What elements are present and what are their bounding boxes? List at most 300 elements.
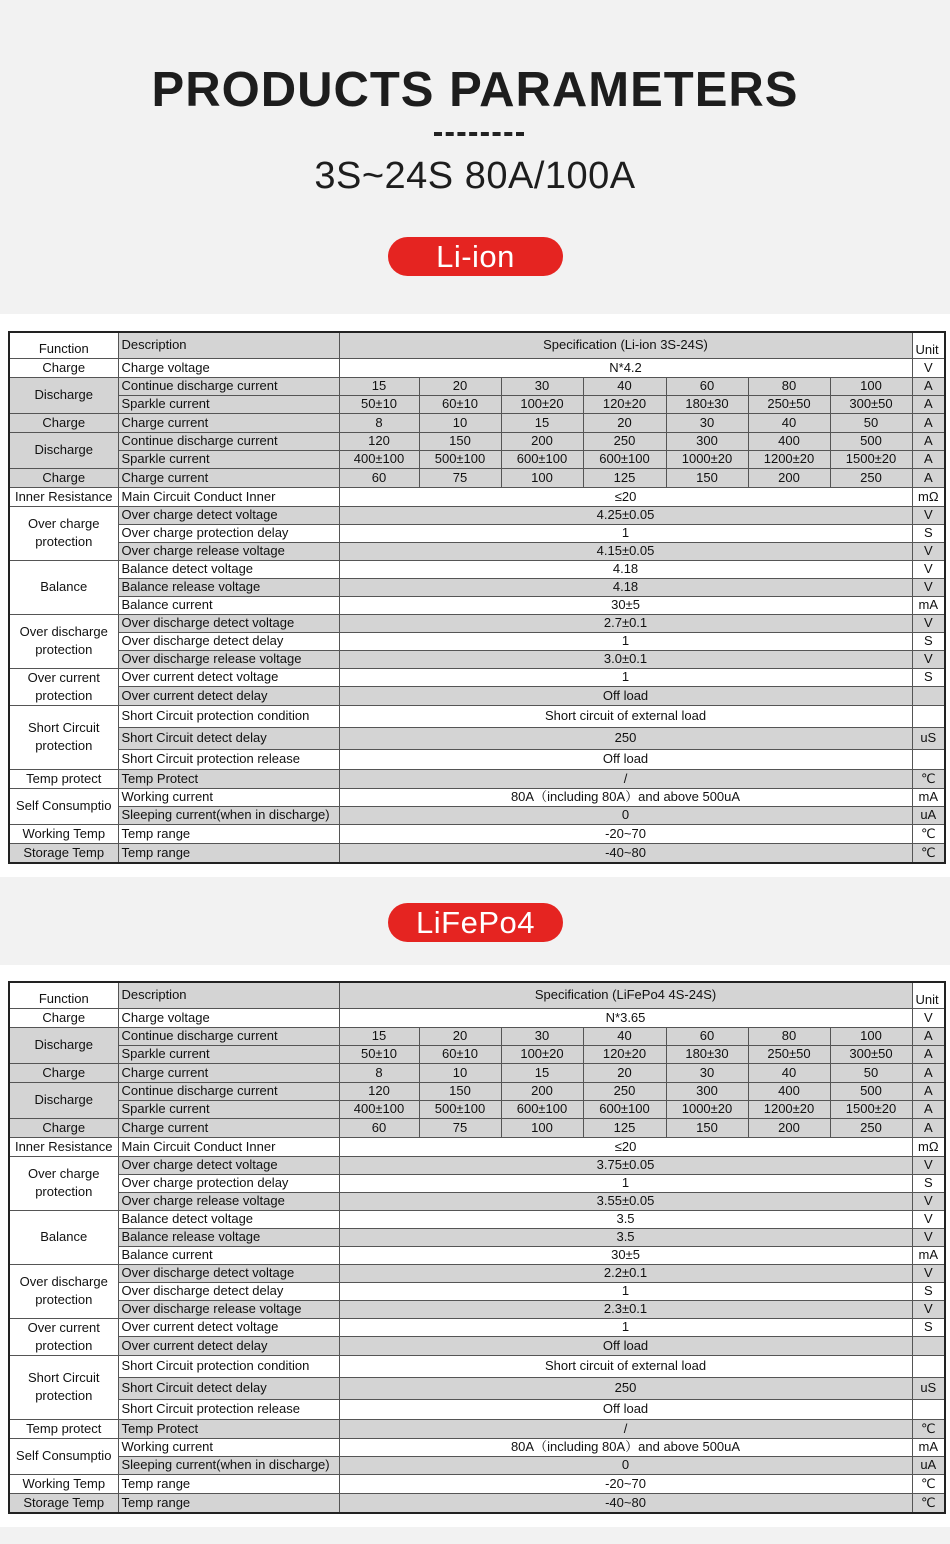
spec-cell: -20~70 xyxy=(339,824,912,843)
spec-cell: 250 xyxy=(583,432,666,450)
function-label: Short Circuit protection xyxy=(9,705,118,769)
spec-cell: A xyxy=(912,468,945,487)
spec-cell: 250 xyxy=(339,1377,912,1399)
spec-cell: 1 xyxy=(339,668,912,687)
spec-cell: 60 xyxy=(339,1118,419,1137)
spec-cell: 50±10 xyxy=(339,1045,419,1063)
table-row xyxy=(9,806,945,824)
spec-cell: -20~70 xyxy=(339,1474,912,1493)
spec-cell: 75 xyxy=(419,468,501,487)
spec-cell: Short Circuit protection release xyxy=(118,749,339,769)
spec-cell: Short circuit of external load xyxy=(339,1355,912,1377)
table-row xyxy=(9,687,945,706)
table-row xyxy=(9,1100,945,1118)
spec-cell: 125 xyxy=(583,1118,666,1137)
spec-cell: Temp Protect xyxy=(118,769,339,788)
spec-cell: 1 xyxy=(339,1174,912,1192)
spec-cell: 500 xyxy=(830,432,912,450)
spec-cell: 120 xyxy=(339,1082,419,1100)
spec-cell: Off load xyxy=(339,749,912,769)
spec-cell: 250±50 xyxy=(748,395,830,413)
spec-cell: 2.2±0.1 xyxy=(339,1264,912,1282)
table-row xyxy=(9,1063,945,1082)
spec-cell: 100 xyxy=(830,377,912,395)
spec-cell: Short Circuit protection release xyxy=(118,1399,339,1419)
table-row xyxy=(9,843,945,863)
function-label: Temp protect xyxy=(9,1419,118,1438)
spec-cell: 40 xyxy=(583,1027,666,1045)
spec-cell: A xyxy=(912,1082,945,1100)
spec-cell: Short Circuit protection condition xyxy=(118,705,339,727)
spec-cell: mA xyxy=(912,788,945,806)
table-header-row xyxy=(9,332,945,358)
spec-cell: 15 xyxy=(501,413,583,432)
spec-cell: Continue discharge current xyxy=(118,377,339,395)
spec-cell: 60 xyxy=(666,377,748,395)
table-row xyxy=(9,788,945,806)
spec-cell: Sparkle current xyxy=(118,1100,339,1118)
spec-cell: 600±100 xyxy=(501,1100,583,1118)
spec-cell: Over charge protection delay xyxy=(118,1174,339,1192)
spec-cell: Sparkle current xyxy=(118,450,339,468)
function-label: Charge xyxy=(9,413,118,432)
lifepo4-badge: LiFePo4 xyxy=(388,903,563,942)
spec-cell: 300 xyxy=(666,1082,748,1100)
function-label: Over current protection xyxy=(9,668,118,705)
spec-cell: S xyxy=(912,632,945,650)
spec-cell: 100±20 xyxy=(501,1045,583,1063)
spec-cell: 300±50 xyxy=(830,395,912,413)
footer-band xyxy=(0,1527,950,1544)
table-row xyxy=(9,1282,945,1300)
spec-cell: 500±100 xyxy=(419,1100,501,1118)
spec-cell: mA xyxy=(912,1246,945,1264)
spec-cell: Over discharge detect voltage xyxy=(118,1264,339,1282)
spec-cell: 15 xyxy=(339,1027,419,1045)
spec-cell: 200 xyxy=(501,1082,583,1100)
spec-cell: Temp range xyxy=(118,843,339,863)
spec-cell: 100 xyxy=(501,1118,583,1137)
function-label: Inner Resistance xyxy=(9,1137,118,1156)
table-row xyxy=(9,487,945,506)
table-row xyxy=(9,1228,945,1246)
spec-cell: Over discharge detect delay xyxy=(118,632,339,650)
table-row xyxy=(9,614,945,632)
table-row xyxy=(9,524,945,542)
spec-cell: Sparkle current xyxy=(118,395,339,413)
spec-cell: 150 xyxy=(666,468,748,487)
function-label: Discharge xyxy=(9,1027,118,1063)
spec-cell: 20 xyxy=(419,377,501,395)
table-row xyxy=(9,1082,945,1100)
spec-cell: 150 xyxy=(419,1082,501,1100)
spec-cell: 50 xyxy=(830,413,912,432)
spec-cell: 4.18 xyxy=(339,578,912,596)
function-label: Discharge xyxy=(9,432,118,468)
spec-cell: 8 xyxy=(339,1063,419,1082)
spec-cell: 180±30 xyxy=(666,1045,748,1063)
page-title: PRODUCTS PARAMETERS xyxy=(151,63,799,117)
spec-cell: 500 xyxy=(830,1082,912,1100)
spec-cell: 60 xyxy=(339,468,419,487)
spec-cell: A xyxy=(912,1027,945,1045)
spec-cell: 15 xyxy=(339,377,419,395)
table-row xyxy=(9,395,945,413)
spec-cell: Charge voltage xyxy=(118,358,339,377)
spec-cell: uA xyxy=(912,1456,945,1474)
spec-cell: Balance detect voltage xyxy=(118,1210,339,1228)
spec-cell: A xyxy=(912,1045,945,1063)
spec-cell: 40 xyxy=(748,413,830,432)
spec-cell: 30±5 xyxy=(339,596,912,614)
spec-cell: Temp range xyxy=(118,1493,339,1513)
function-label: Inner Resistance xyxy=(9,487,118,506)
spec-cell: 3.5 xyxy=(339,1210,912,1228)
table-row xyxy=(9,769,945,788)
table-row xyxy=(9,1456,945,1474)
spec-cell: 4.15±0.05 xyxy=(339,542,912,560)
spec-cell: A xyxy=(912,1100,945,1118)
spec-cell: 1200±20 xyxy=(748,450,830,468)
spec-cell: / xyxy=(339,1419,912,1438)
spec-cell: 0 xyxy=(339,806,912,824)
table-row xyxy=(9,450,945,468)
spec-cell: 0 xyxy=(339,1456,912,1474)
spec-cell: Temp range xyxy=(118,1474,339,1493)
table-row xyxy=(9,650,945,668)
table-row xyxy=(9,1474,945,1493)
spec-cell: ℃ xyxy=(912,769,945,788)
spec-cell: Continue discharge current xyxy=(118,432,339,450)
spec-cell: N*3.65 xyxy=(339,1008,912,1027)
spec-cell: Over current detect voltage xyxy=(118,1318,339,1337)
table-row xyxy=(9,358,945,377)
spec-cell: uS xyxy=(912,727,945,749)
spec-cell: 120±20 xyxy=(583,395,666,413)
spec-cell: 250 xyxy=(339,727,912,749)
spec-cell: Short Circuit detect delay xyxy=(118,1377,339,1399)
spec-cell: S xyxy=(912,1282,945,1300)
spec-cell: A xyxy=(912,395,945,413)
spec-cell: Over charge detect voltage xyxy=(118,506,339,524)
spec-cell: 400 xyxy=(748,432,830,450)
spec-cell: 200 xyxy=(501,432,583,450)
spec-cell: ℃ xyxy=(912,1474,945,1493)
spec-cell: 80 xyxy=(748,1027,830,1045)
spec-cell: Over discharge detect voltage xyxy=(118,614,339,632)
table-row xyxy=(9,506,945,524)
table-row xyxy=(9,1399,945,1419)
table-row xyxy=(9,377,945,395)
spec-cell: mA xyxy=(912,596,945,614)
table-row xyxy=(9,749,945,769)
spec-cell: Balance release voltage xyxy=(118,578,339,596)
function-label: Working Temp xyxy=(9,824,118,843)
table-row xyxy=(9,1438,945,1456)
spec-cell: 4.18 xyxy=(339,560,912,578)
header-description: Description xyxy=(118,982,339,1008)
spec-cell: V xyxy=(912,1192,945,1210)
spec-cell: V xyxy=(912,650,945,668)
spec-cell: Balance release voltage xyxy=(118,1228,339,1246)
table-row xyxy=(9,1419,945,1438)
spec-cell: Off load xyxy=(339,1337,912,1356)
spec-cell: V xyxy=(912,542,945,560)
spec-cell: ≤20 xyxy=(339,1137,912,1156)
spec-cell xyxy=(912,1399,945,1419)
spec-cell: 10 xyxy=(419,413,501,432)
spec-cell: Sparkle current xyxy=(118,1045,339,1063)
function-label: Balance xyxy=(9,560,118,614)
spec-cell: 3.0±0.1 xyxy=(339,650,912,668)
spec-cell: 30 xyxy=(666,413,748,432)
spec-cell: 60±10 xyxy=(419,395,501,413)
spec-cell: 100 xyxy=(501,468,583,487)
table-row xyxy=(9,1156,945,1174)
table-row xyxy=(9,1192,945,1210)
spec-cell: 4.25±0.05 xyxy=(339,506,912,524)
spec-cell: Off load xyxy=(339,1399,912,1419)
table-row xyxy=(9,432,945,450)
spec-cell: 600±100 xyxy=(583,450,666,468)
spec-cell: Over current detect delay xyxy=(118,1337,339,1356)
spec-cell: Balance current xyxy=(118,596,339,614)
spec-cell: A xyxy=(912,432,945,450)
spec-cell: V xyxy=(912,1156,945,1174)
spec-cell: Temp range xyxy=(118,824,339,843)
spec-cell: ℃ xyxy=(912,1493,945,1513)
spec-cell: -40~80 xyxy=(339,843,912,863)
spec-cell: -40~80 xyxy=(339,1493,912,1513)
function-label: Charge xyxy=(9,1008,118,1027)
spec-cell: S xyxy=(912,1318,945,1337)
spec-cell: A xyxy=(912,377,945,395)
table-row xyxy=(9,727,945,749)
spec-cell: A xyxy=(912,450,945,468)
spec-cell: 200 xyxy=(748,468,830,487)
spec-cell: 400±100 xyxy=(339,450,419,468)
spec-cell: Charge current xyxy=(118,1063,339,1082)
spec-cell: Charge current xyxy=(118,1118,339,1137)
spec-cell: Over charge release voltage xyxy=(118,1192,339,1210)
spec-cell: Over charge detect voltage xyxy=(118,1156,339,1174)
spec-cell: Sleeping current(when in discharge) xyxy=(118,1456,339,1474)
spec-cell: 80 xyxy=(748,377,830,395)
function-label: Discharge xyxy=(9,377,118,413)
spec-cell: S xyxy=(912,668,945,687)
spec-cell: 150 xyxy=(666,1118,748,1137)
spec-cell: mA xyxy=(912,1438,945,1456)
spec-cell: 2.7±0.1 xyxy=(339,614,912,632)
table-row xyxy=(9,1318,945,1337)
table-row xyxy=(9,1045,945,1063)
spec-cell: Over charge release voltage xyxy=(118,542,339,560)
function-label: Storage Temp xyxy=(9,843,118,863)
spec-cell: ℃ xyxy=(912,824,945,843)
spec-cell: ≤20 xyxy=(339,487,912,506)
spec-cell: Sleeping current(when in discharge) xyxy=(118,806,339,824)
function-label: Storage Temp xyxy=(9,1493,118,1513)
spec-cell: Continue discharge current xyxy=(118,1027,339,1045)
spec-cell: 30 xyxy=(501,377,583,395)
page-subtitle: 3S~24S 80A/100A xyxy=(314,155,636,197)
spec-cell: 40 xyxy=(748,1063,830,1082)
table-row xyxy=(9,578,945,596)
spec-cell: Over discharge release voltage xyxy=(118,1300,339,1318)
spec-cell: Over current detect delay xyxy=(118,687,339,706)
spec-cell xyxy=(912,749,945,769)
spec-cell: 30 xyxy=(501,1027,583,1045)
spec-cell: V xyxy=(912,614,945,632)
spec-cell: V xyxy=(912,1300,945,1318)
spec-cell xyxy=(912,687,945,706)
header-function: Function xyxy=(9,982,118,1008)
spec-cell: 60±10 xyxy=(419,1045,501,1063)
spec-cell: Charge current xyxy=(118,468,339,487)
table-row xyxy=(9,1246,945,1264)
function-label: Temp protect xyxy=(9,769,118,788)
spec-cell: 3.75±0.05 xyxy=(339,1156,912,1174)
spec-cell: 120±20 xyxy=(583,1045,666,1063)
table-row xyxy=(9,1210,945,1228)
table-row xyxy=(9,1264,945,1282)
table-row xyxy=(9,542,945,560)
spec-cell: Working current xyxy=(118,788,339,806)
header-description: Description xyxy=(118,332,339,358)
table-row xyxy=(9,705,945,727)
spec-cell: mΩ xyxy=(912,487,945,506)
spec-cell: 300±50 xyxy=(830,1045,912,1063)
spec-cell: Over discharge detect delay xyxy=(118,1282,339,1300)
spec-cell: Continue discharge current xyxy=(118,1082,339,1100)
table-row xyxy=(9,1137,945,1156)
spec-cell: V xyxy=(912,358,945,377)
spec-cell: A xyxy=(912,413,945,432)
function-label: Self Consumptio xyxy=(9,788,118,824)
function-label: Charge xyxy=(9,358,118,377)
spec-cell: 80A（including 80A）and above 500uA xyxy=(339,788,912,806)
spec-cell: 1000±20 xyxy=(666,450,748,468)
spec-cell: Charge voltage xyxy=(118,1008,339,1027)
spec-cell: A xyxy=(912,1118,945,1137)
spec-cell: Over discharge release voltage xyxy=(118,650,339,668)
spec-cell: mΩ xyxy=(912,1137,945,1156)
spec-cell xyxy=(912,1337,945,1356)
table-row xyxy=(9,1008,945,1027)
function-label: Self Consumptio xyxy=(9,1438,118,1474)
header-unit: Unit xyxy=(912,982,945,1008)
spec-cell: 125 xyxy=(583,468,666,487)
header-unit: Unit xyxy=(912,332,945,358)
spec-cell: uS xyxy=(912,1377,945,1399)
spec-cell: 75 xyxy=(419,1118,501,1137)
spec-cell: V xyxy=(912,1210,945,1228)
table-row xyxy=(9,560,945,578)
spec-cell: V xyxy=(912,578,945,596)
spec-cell: 40 xyxy=(583,377,666,395)
spec-cell: 30 xyxy=(666,1063,748,1082)
spec-cell: S xyxy=(912,524,945,542)
spec-cell: 50±10 xyxy=(339,395,419,413)
spec-cell: 80A（including 80A）and above 500uA xyxy=(339,1438,912,1456)
spec-cell: 1500±20 xyxy=(830,450,912,468)
spec-cell: Short Circuit protection condition xyxy=(118,1355,339,1377)
spec-cell: Main Circuit Conduct Inner xyxy=(118,487,339,506)
spec-cell: 300 xyxy=(666,432,748,450)
spec-cell: S xyxy=(912,1174,945,1192)
table-row xyxy=(9,1493,945,1513)
spec-cell: 250 xyxy=(830,1118,912,1137)
spec-cell: 180±30 xyxy=(666,395,748,413)
spec-cell: 250±50 xyxy=(748,1045,830,1063)
spec-cell: 30±5 xyxy=(339,1246,912,1264)
spec-cell: 1 xyxy=(339,1318,912,1337)
spec-cell: 10 xyxy=(419,1063,501,1082)
function-label: Over charge protection xyxy=(9,506,118,560)
function-label: Discharge xyxy=(9,1082,118,1118)
spec-cell: Short circuit of external load xyxy=(339,705,912,727)
spec-cell: 400±100 xyxy=(339,1100,419,1118)
spec-cell: Temp Protect xyxy=(118,1419,339,1438)
spec-cell: 3.55±0.05 xyxy=(339,1192,912,1210)
spec-cell: 20 xyxy=(583,413,666,432)
spec-cell: 500±100 xyxy=(419,450,501,468)
title-divider xyxy=(434,132,524,138)
function-label: Short Circuit protection xyxy=(9,1355,118,1419)
spec-cell: 250 xyxy=(830,468,912,487)
spec-cell: Balance detect voltage xyxy=(118,560,339,578)
spec-cell: Over current detect voltage xyxy=(118,668,339,687)
spec-cell: Over charge protection delay xyxy=(118,524,339,542)
spec-cell: 250 xyxy=(583,1082,666,1100)
spec-cell: 150 xyxy=(419,432,501,450)
spec-cell: 1 xyxy=(339,524,912,542)
function-label: Charge xyxy=(9,1063,118,1082)
table-row xyxy=(9,1027,945,1045)
spec-cell: 8 xyxy=(339,413,419,432)
table-row xyxy=(9,413,945,432)
table-row xyxy=(9,1377,945,1399)
spec-cell: uA xyxy=(912,806,945,824)
spec-cell: V xyxy=(912,1264,945,1282)
lifepo4-spec-table xyxy=(8,981,946,1514)
table-row xyxy=(9,596,945,614)
spec-cell: 100 xyxy=(830,1027,912,1045)
table-row xyxy=(9,1118,945,1137)
spec-cell xyxy=(912,1355,945,1377)
spec-cell: 20 xyxy=(419,1027,501,1045)
function-label: Charge xyxy=(9,468,118,487)
li-ion-spec-table xyxy=(8,331,946,864)
spec-cell: 60 xyxy=(666,1027,748,1045)
spec-cell: ℃ xyxy=(912,1419,945,1438)
table-row xyxy=(9,1355,945,1377)
spec-cell: 1 xyxy=(339,1282,912,1300)
spec-cell: 3.5 xyxy=(339,1228,912,1246)
function-label: Charge xyxy=(9,1118,118,1137)
header-specification: Specification (Li-ion 3S-24S) xyxy=(339,332,912,358)
spec-cell: N*4.2 xyxy=(339,358,912,377)
function-label: Over discharge protection xyxy=(9,1264,118,1318)
spec-cell: 1500±20 xyxy=(830,1100,912,1118)
header-specification: Specification (LiFePo4 4S-24S) xyxy=(339,982,912,1008)
spec-cell: 1 xyxy=(339,632,912,650)
spec-cell: 120 xyxy=(339,432,419,450)
function-label: Over discharge protection xyxy=(9,614,118,668)
spec-cell: V xyxy=(912,1228,945,1246)
spec-cell: 200 xyxy=(748,1118,830,1137)
spec-cell: Off load xyxy=(339,687,912,706)
